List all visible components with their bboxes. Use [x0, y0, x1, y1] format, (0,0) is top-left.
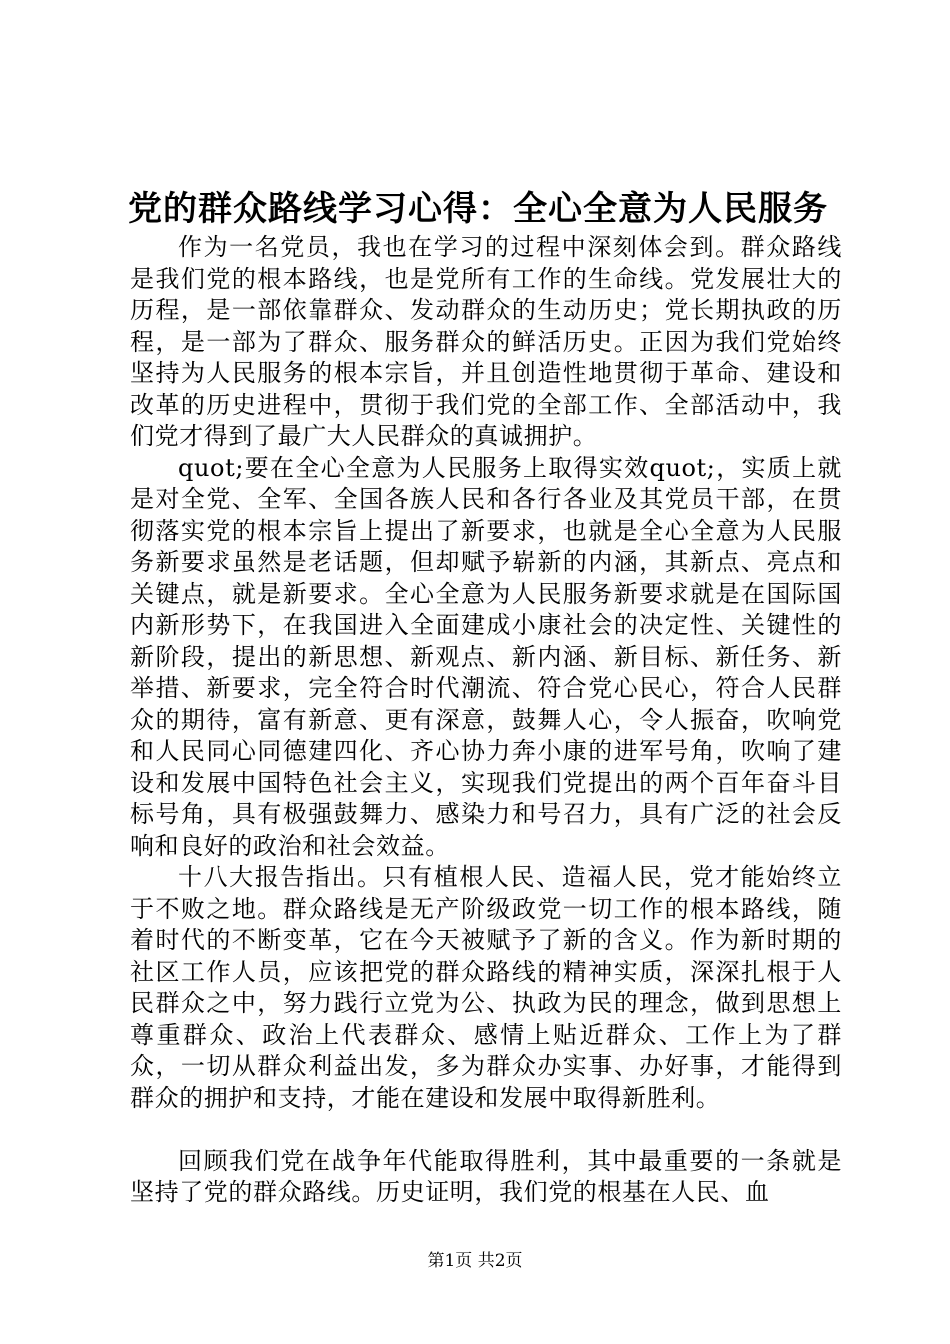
- document-body: [130, 232, 842, 1209]
- document-title: 党的群众路线学习心得：全心全意为人民服务: [128, 189, 828, 229]
- paragraph-3: 十八大报告指出。只有植根人民、造福人民，党才能始终立于不败之地。群众路线是无产阶级政党一切工作的根本路线，随着时代的不断变革，它在今天被赋予了新的含义。作为新时期的社区工作人员，应该把党的群众路线的精神实质，深深扎根于人民群众之中，努力践行立党为公、执政为民的理念，做到思想上尊重群众、政治上代表群众、感情上贴近群众、工作上为了群众，一切从群众利益出发，多为群众办实事、办好事，才能得到群众的拥护和支持，才能在建设和发展中取得新胜利。: [130, 863, 842, 1112]
- page-footer: 第1页 共2页: [427, 1251, 523, 1271]
- paragraph-2: quot;要在全心全意为人民服务上取得实效quot;，实质上就是对全党、全军、全国各族人民和各行各业及其党员干部，在贯彻落实党的根本宗旨上提出了新要求，也就是全心全意为人民服务新要求虽然是老话题，但却赋予崭新的内涵，其新点、亮点和关键点，就是新要求。全心全意为人民服务新要求就是在国际国内新形势下，在我国进入全面建成小康社会的决定性、关键性的新阶段，提出的新思想、新观点、新内涵、新目标、新任务、新举措、新要求，完全符合时代潮流、符合党心民心，符合人民群众的期待，富有新意、更有深意，鼓舞人心，令人振奋，吹响党和人民同心同德建四化、齐心协力奔小康的进军号角，吹响了建设和发展中国特色社会主义，实现我们党提出的两个百年奋斗目标号角，具有极强鼓舞力、感染力和号召力，具有广泛的社会反响和良好的政治和社会效益。: [130, 453, 842, 860]
- paragraph-4: 回顾我们党在战争年代能取得胜利，其中最重要的一条就是坚持了党的群众路线。历史证明，我们党的根基在人民、血: [130, 1146, 842, 1206]
- paragraph-1: 作为一名党员，我也在学习的过程中深刻体会到。群众路线是我们党的根本路线，也是党所有工作的生命线。党发展壮大的历程，是一部依靠群众、发动群众的生动历史；党长期执政的历程，是一部为了群众、服务群众的鲜活历史。正因为我们党始终坚持为人民服务的根本宗旨，并且创造性地贯彻于革命、建设和改革的历史进程中，贯彻于我们党的全部工作、全部活动中，我们党才得到了最广大人民群众的真诚拥护。: [130, 233, 842, 450]
- paragraph-gap: [130, 1114, 842, 1146]
